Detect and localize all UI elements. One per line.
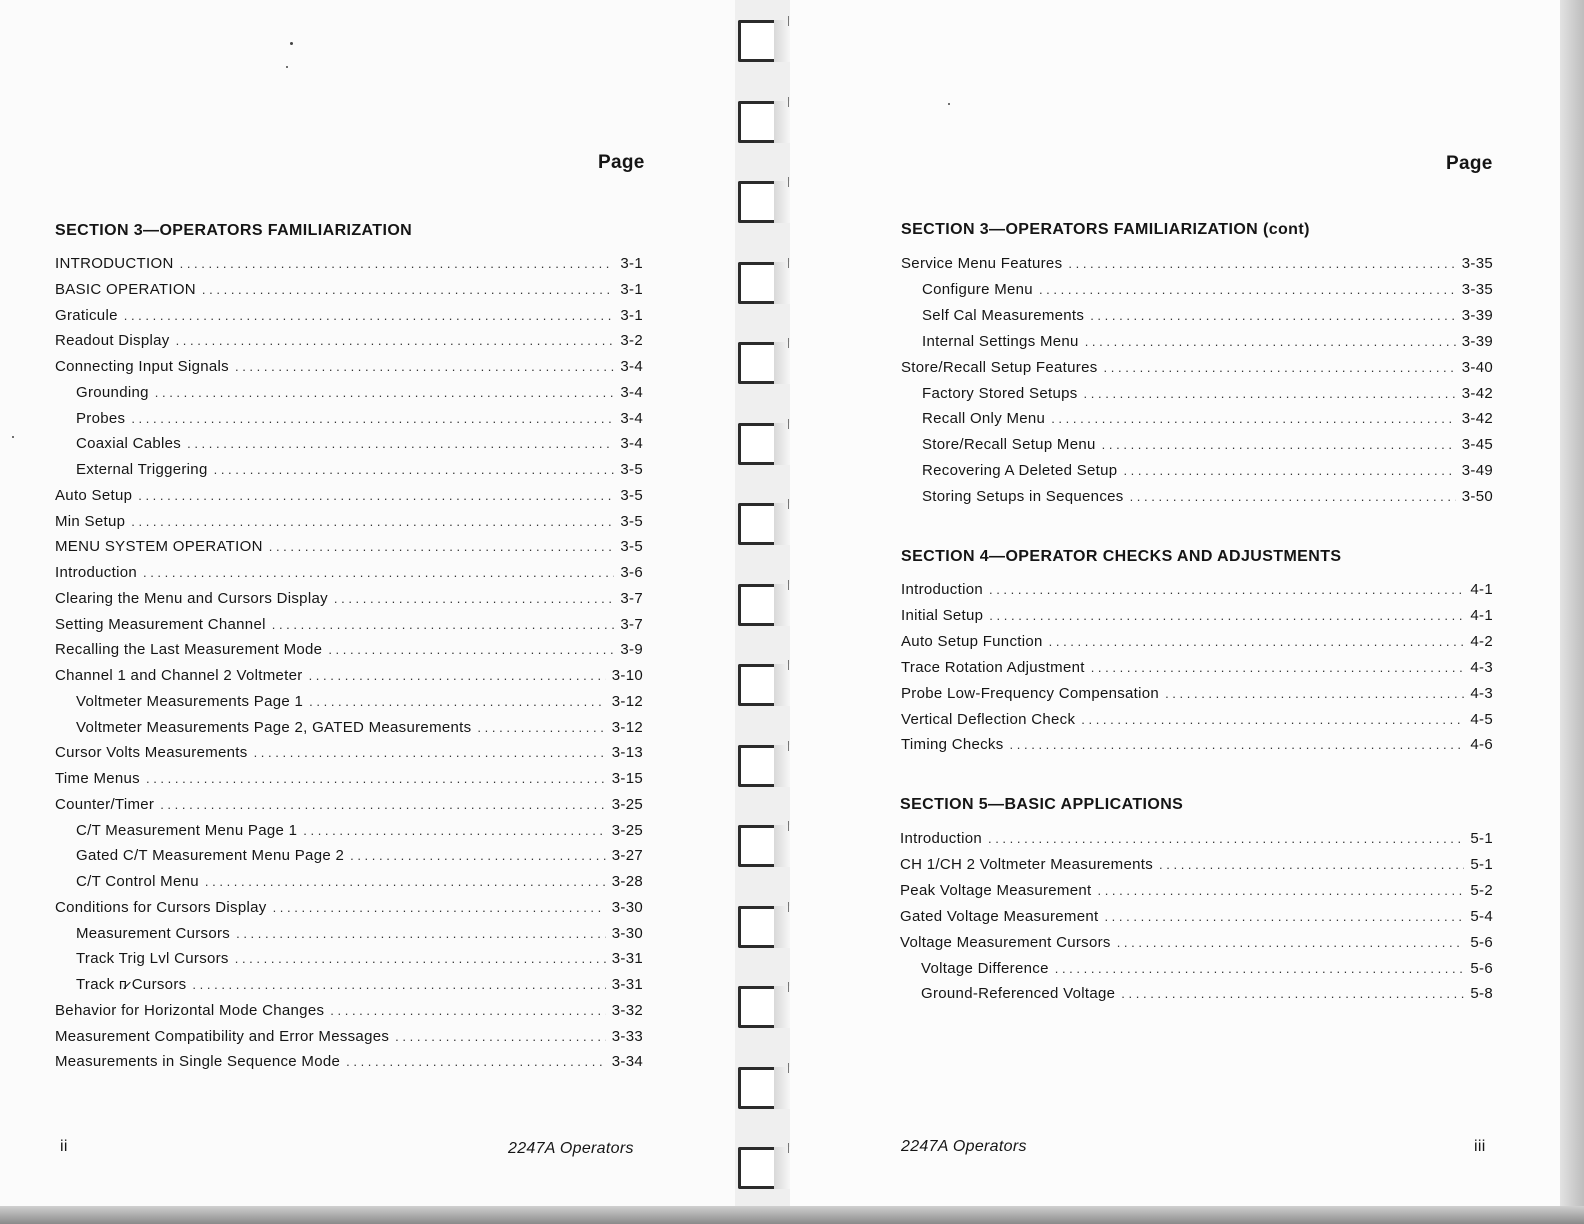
toc-entry (901, 580, 1493, 600)
paper-speck (12, 436, 14, 438)
toc-entry (922, 409, 1493, 429)
right-section-5-title: SECTION 5—BASIC APPLICATIONS (900, 796, 1184, 813)
toc-entry-label: Recalling the Last Measurement Mode (55, 641, 323, 659)
left-page-heading: Page (598, 152, 645, 173)
toc-entry-label: Introduction (901, 581, 983, 598)
toc-entry-page: 3-35 (1461, 255, 1493, 272)
toc-entry-label: Voltmeter Measurements Page 1 (76, 692, 304, 710)
toc-entry-page: 3-31 (611, 950, 643, 968)
toc-entry (55, 331, 643, 351)
toc-entry-page: 3-25 (611, 795, 643, 813)
toc-entry-page: 3-13 (611, 744, 643, 762)
dot-leader (131, 409, 614, 429)
toc-entry (55, 486, 643, 506)
toc-entry-label: Channel 1 and Channel 2 Voltmeter (55, 667, 303, 684)
toc-entry-page: 3-28 (611, 873, 643, 890)
toc-entry-page: 5-2 (1470, 881, 1493, 899)
toc-entry-page: 5-1 (1470, 830, 1493, 847)
toc-entry (922, 384, 1493, 404)
toc-entry-page: 5-6 (1470, 933, 1493, 951)
toc-entry-page: 5-8 (1470, 985, 1493, 1003)
left-footer-page-number: ii (60, 1138, 68, 1155)
dot-leader (1055, 959, 1465, 979)
toc-entry-page: 3-33 (611, 1027, 643, 1045)
toc-entry-page: 3-5 (620, 486, 643, 504)
right-section-3-title: SECTION 3—OPERATORS FAMILIARIZATION (cont) (901, 221, 1310, 238)
toc-entry-page: 3-6 (620, 564, 643, 581)
right-section-4-title: SECTION 4—OPERATOR CHECKS AND ADJUSTMENTS (901, 548, 1342, 565)
toc-entry (922, 306, 1493, 326)
toc-entry (922, 487, 1493, 507)
dot-leader (334, 589, 615, 609)
toc-entry-page: 4-2 (1470, 632, 1493, 650)
dot-leader (124, 306, 615, 326)
toc-entry-page: 3-1 (620, 255, 643, 272)
dot-leader (346, 1052, 606, 1072)
toc-entry (901, 658, 1493, 678)
toc-entry-label: Cursor Volts Measurements (55, 744, 248, 762)
toc-entry-page: 4-5 (1470, 710, 1493, 728)
toc-entry (55, 769, 643, 789)
toc-entry-label: Initial Setup (901, 606, 984, 624)
toc-entry-page: 3-2 (620, 332, 643, 350)
toc-entry (76, 975, 643, 995)
toc-entry-page: 4-6 (1470, 736, 1493, 754)
toc-entry-label: Timing Checks (901, 736, 1004, 754)
toc-entry-page: 3-5 (620, 512, 643, 530)
toc-entry-label: Trace Rotation Adjustment (901, 658, 1085, 676)
toc-entry (55, 254, 643, 274)
toc-entry-page: 3-50 (1461, 488, 1493, 506)
toc-entry-label: Ground-Referenced Voltage (921, 985, 1116, 1003)
toc-entry-label: Time Menus (55, 770, 140, 787)
toc-entry-label: Peak Voltage Measurement (900, 881, 1092, 899)
toc-entry (55, 743, 643, 763)
dot-leader (1102, 435, 1456, 455)
toc-entry (76, 949, 643, 969)
toc-entry-label: Graticule (55, 306, 118, 324)
toc-entry-page: 3-4 (620, 383, 643, 401)
toc-entry-page: 3-27 (611, 847, 643, 865)
toc-entry (76, 692, 643, 712)
toc-entry-label: Vertical Deflection Check (901, 710, 1076, 728)
dot-leader (1165, 684, 1464, 704)
toc-entry (55, 666, 643, 686)
toc-entry (901, 735, 1493, 755)
paper-speck (948, 103, 950, 105)
paper-speck (290, 42, 293, 45)
toc-entry-page: 3-31 (611, 976, 643, 993)
toc-entry-label: Recovering A Deleted Setup (922, 462, 1118, 480)
toc-entry-page: 4-1 (1470, 606, 1493, 624)
toc-entry-page: 3-7 (620, 589, 643, 607)
right-page-heading: Page (1446, 153, 1493, 174)
dot-leader (1104, 907, 1464, 927)
toc-entry (76, 718, 643, 738)
dot-leader (1010, 735, 1465, 755)
toc-entry-label: Store/Recall Setup Menu (922, 436, 1096, 454)
dot-leader (1085, 332, 1456, 352)
dot-leader (1068, 254, 1455, 274)
dot-leader (1090, 306, 1456, 326)
toc-entry-label: Behavior for Horizontal Mode Changes (55, 1001, 325, 1019)
toc-entry-page: 3-40 (1461, 358, 1493, 376)
toc-entry (76, 460, 643, 480)
dot-leader (214, 460, 615, 480)
toc-entry-label: Clearing the Menu and Cursors Display (55, 589, 328, 607)
toc-entry-page: 3-34 (611, 1053, 643, 1071)
dot-leader (1049, 632, 1465, 652)
toc-entry (55, 306, 643, 326)
toc-entry-page: 5-6 (1470, 959, 1493, 977)
dot-leader (176, 331, 615, 351)
toc-entry (55, 537, 643, 557)
toc-entry (55, 589, 643, 609)
toc-entry-label: Service Menu Features (901, 255, 1063, 272)
dot-leader (309, 666, 606, 686)
toc-entry (55, 1027, 643, 1047)
toc-entry (76, 846, 643, 866)
dot-leader (1084, 384, 1456, 404)
right-page (790, 0, 1560, 1206)
toc-entry-label: BASIC OPERATION (55, 280, 196, 298)
toc-entry-page: 4-3 (1470, 658, 1493, 676)
toc-entry-page: 5-4 (1470, 907, 1493, 925)
toc-entry-label: Storing Setups in Sequences (922, 488, 1124, 506)
toc-entry (901, 254, 1493, 274)
toc-entry-label: Counter/Timer (55, 795, 155, 813)
page-stack-edge (1560, 0, 1584, 1206)
dot-leader (395, 1027, 606, 1047)
dot-leader (138, 486, 614, 506)
toc-entry-page: 3-4 (620, 358, 643, 375)
dot-leader (155, 383, 615, 403)
toc-entry-page: 3-49 (1461, 462, 1493, 480)
toc-entry-label: Measurement Cursors (76, 924, 231, 942)
dot-leader (1081, 710, 1464, 730)
toc-entry-page: 3-1 (620, 280, 643, 298)
toc-entry-label: Introduction (55, 564, 137, 581)
dot-leader (202, 280, 614, 300)
dot-leader (1097, 881, 1464, 901)
toc-entry (922, 435, 1493, 455)
toc-entry-label: C/T Measurement Menu Page 1 (76, 821, 298, 839)
toc-entry (55, 640, 643, 660)
dot-leader (328, 640, 614, 660)
dot-leader (235, 357, 614, 377)
toc-entry-label: Conditions for Cursors Display (55, 898, 267, 916)
toc-entry (55, 898, 643, 918)
toc-entry (900, 829, 1493, 849)
dot-leader (1123, 461, 1455, 481)
toc-entry-page: 3-5 (620, 461, 643, 478)
toc-entry-label: Setting Measurement Channel (55, 615, 266, 633)
toc-entry-page: 3-39 (1461, 332, 1493, 350)
paper-speck (286, 66, 288, 68)
toc-entry (901, 606, 1493, 626)
toc-entry-label: Gated C/T Measurement Menu Page 2 (76, 847, 345, 865)
toc-entry (922, 280, 1493, 300)
dot-leader (1104, 358, 1456, 378)
toc-entry (55, 1052, 643, 1072)
toc-entry-label: Store/Recall Setup Features (901, 358, 1098, 376)
toc-entry (901, 684, 1493, 704)
toc-entry-label: Self Cal Measurements (922, 306, 1085, 324)
dot-leader (1117, 933, 1465, 953)
toc-entry-label: Connecting Input Signals (55, 358, 229, 375)
toc-entry (55, 615, 643, 635)
dot-leader (187, 434, 614, 454)
toc-entry-label: Measurements in Single Sequence Mode (55, 1053, 341, 1071)
toc-entry (76, 383, 643, 403)
toc-entry-label: Internal Settings Menu (922, 332, 1079, 350)
toc-entry (55, 280, 643, 300)
toc-entry-label: Track Trig Lvl Cursors (76, 950, 229, 968)
dot-leader (303, 821, 606, 841)
toc-entry (76, 924, 643, 944)
toc-entry (900, 855, 1493, 875)
toc-entry-label: CH 1/CH 2 Voltmeter Measurements (900, 855, 1154, 873)
right-footer-title: 2247A Operators (901, 1138, 1027, 1155)
toc-entry (900, 881, 1493, 901)
toc-entry-label: Voltmeter Measurements Page 2, GATED Measurements (76, 718, 472, 736)
dot-leader (1051, 409, 1456, 429)
toc-entry-page: 3-12 (611, 718, 643, 736)
toc-entry-label: Voltage Measurement Cursors (900, 933, 1111, 951)
toc-entry-label: Track п̷ Cursors (76, 976, 187, 993)
dot-leader (205, 872, 606, 892)
dot-leader (236, 924, 606, 944)
toc-entry-label: Auto Setup Function (901, 632, 1043, 650)
toc-entry-page: 3-45 (1461, 436, 1493, 454)
toc-entry-page: 3-32 (611, 1001, 643, 1019)
toc-entry-label: Coaxial Cables (76, 435, 182, 453)
toc-entry-label: Auto Setup (55, 486, 133, 504)
toc-entry-label: External Triggering (76, 461, 208, 478)
dot-leader (989, 580, 1464, 600)
toc-entry-page: 4-3 (1470, 684, 1493, 702)
toc-entry-page: 3-10 (611, 667, 643, 684)
toc-entry (900, 907, 1493, 927)
toc-entry-page: 3-25 (611, 821, 643, 839)
toc-entry (55, 512, 643, 532)
toc-entry (76, 821, 643, 841)
left-page (0, 0, 735, 1206)
dot-leader (988, 829, 1464, 849)
left-footer-title: 2247A Operators (508, 1140, 634, 1157)
toc-entry-page: 3-4 (620, 409, 643, 427)
toc-entry-label: Readout Display (55, 332, 170, 350)
left-section-title: SECTION 3—OPERATORS FAMILIARIZATION (55, 222, 413, 239)
toc-entry (921, 984, 1493, 1004)
toc-entry (922, 332, 1493, 352)
toc-entry (76, 872, 643, 892)
toc-entry-page: 3-4 (620, 435, 643, 453)
dot-leader (1159, 855, 1464, 875)
dot-leader (146, 769, 606, 789)
toc-entry-page: 3-39 (1461, 306, 1493, 324)
toc-entry-page: 3-5 (620, 538, 643, 556)
dot-leader (143, 563, 614, 583)
dot-leader (477, 718, 605, 738)
dot-leader (180, 254, 615, 274)
toc-entry (55, 357, 643, 377)
toc-entry (901, 710, 1493, 730)
toc-entry-label: Recall Only Menu (922, 410, 1046, 428)
dot-leader (131, 512, 614, 532)
dot-leader (1039, 280, 1456, 300)
dot-leader (254, 743, 606, 763)
toc-entry-label: C/T Control Menu (76, 873, 199, 890)
toc-entry (55, 1001, 643, 1021)
toc-entry-label: Measurement Compatibility and Error Messages (55, 1027, 390, 1045)
toc-entry-page: 4-1 (1470, 581, 1493, 598)
toc-entry-page: 5-1 (1470, 855, 1493, 873)
dot-leader (269, 537, 615, 557)
right-footer-page-number: iii (1474, 1138, 1486, 1155)
dot-leader (1121, 984, 1464, 1004)
toc-entry-label: Factory Stored Setups (922, 384, 1078, 402)
toc-entry (76, 409, 643, 429)
dot-leader (235, 949, 606, 969)
dot-leader (309, 692, 606, 712)
toc-entry-label: Grounding (76, 383, 149, 401)
toc-entry-label: Voltage Difference (921, 959, 1049, 977)
toc-entry-page: 3-9 (620, 641, 643, 659)
toc-entry-label: Introduction (900, 830, 982, 847)
dot-leader (273, 898, 606, 918)
toc-entry (922, 461, 1493, 481)
toc-entry-label: Min Setup (55, 512, 126, 530)
dot-leader (160, 795, 606, 815)
toc-entry-page: 3-7 (620, 615, 643, 633)
toc-entry-page: 3-12 (611, 692, 643, 710)
page-bottom-edge (0, 1206, 1584, 1224)
toc-entry-page: 3-42 (1461, 410, 1493, 428)
toc-entry (900, 933, 1493, 953)
dot-leader (272, 615, 615, 635)
dot-leader (1091, 658, 1465, 678)
dot-leader (1130, 487, 1456, 507)
toc-entry-label: Probe Low-Frequency Compensation (901, 684, 1160, 702)
dot-leader (330, 1001, 605, 1021)
toc-entry (921, 959, 1493, 979)
dot-leader (192, 975, 605, 995)
toc-entry-page: 3-42 (1461, 384, 1493, 402)
toc-entry (901, 358, 1493, 378)
toc-entry (55, 563, 643, 583)
toc-entry-label: Configure Menu (922, 280, 1033, 298)
dot-leader (350, 846, 606, 866)
toc-entry-page: 3-30 (611, 924, 643, 942)
toc-entry-label: Probes (76, 409, 126, 427)
toc-entry-page: 3-30 (611, 898, 643, 916)
toc-entry-label: MENU SYSTEM OPERATION (55, 538, 263, 556)
toc-entry (55, 795, 643, 815)
toc-entry-label: Gated Voltage Measurement (900, 907, 1099, 925)
toc-entry (901, 632, 1493, 652)
toc-entry-page: 3-1 (620, 306, 643, 324)
dot-leader (989, 606, 1464, 626)
toc-entry-page: 3-35 (1461, 280, 1493, 298)
toc-entry-label: INTRODUCTION (55, 255, 174, 272)
toc-entry-page: 3-15 (611, 770, 643, 787)
toc-entry (76, 434, 643, 454)
